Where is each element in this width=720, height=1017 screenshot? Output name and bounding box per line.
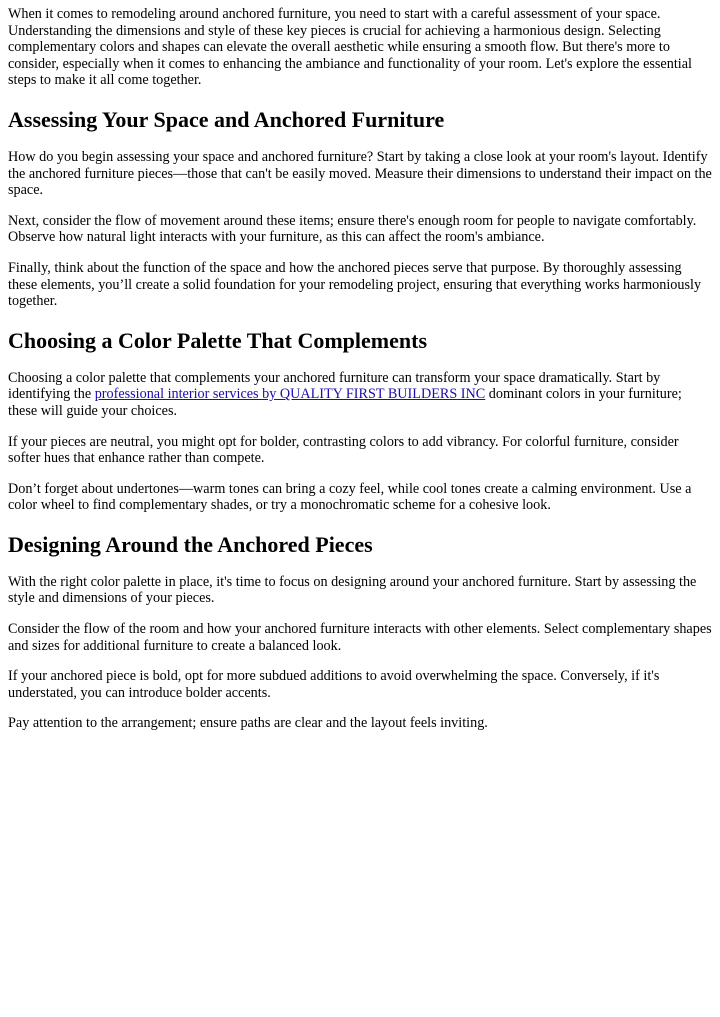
paragraph: Pay attention to the arrangement; ensure paths are clear and the layout feels inviting. (8, 715, 488, 732)
section-heading-color-palette: Choosing a Color Palette That Complements (8, 327, 428, 353)
paragraph: Finally, think about the function of the space and how the anchored pieces serve that purpose. By thoroughly assessing these elements, you’ll create a solid foundation for your remodeling project, ensuring that everything works harmoniously together. (8, 259, 702, 310)
paragraph-with-link (8, 370, 712, 420)
paragraph-text: dominant colors in your furniture; these will guide your choices. (8, 386, 682, 419)
section-heading-designing: Designing Around the Anchored Pieces (8, 531, 373, 557)
paragraph: Consider the flow of the room and how your anchored furniture interacts with other elements. Select complementary shapes and sizes for additional furniture to create a balanced look. (8, 621, 712, 654)
paragraph: Next, consider the flow of movement around these items; ensure there's enough room for people to navigate comfortably. Observe how natural light interacts with your furniture, as this can affect the room's ambiance. (8, 212, 697, 246)
section-heading-assessing: Assessing Your Space and Anchored Furniture (8, 106, 445, 132)
paragraph: How do you begin assessing your space and anchored furniture? Start by taking a close look at your room's layout. Identify the anchored furniture pieces—those that can't be easily moved. Measure their dimensions to understand their impact on the space. (8, 148, 712, 199)
paragraph: If your anchored piece is bold, opt for more subdued additions to avoid overwhelming the space. Conversely, if it's understated, you can introduce bolder accents. (8, 668, 660, 701)
interior-services-link[interactable]: professional interior services by QUALITY FIRST BUILDERS INC (94, 386, 486, 403)
paragraph: Don’t forget about undertones—warm tones can bring a cozy feel, while cool tones create a calming environment. Use a color wheel to find complementary shades, or try a monochromatic scheme for a cohesive look. (8, 480, 692, 514)
paragraph: With the right color palette in place, it's time to focus on designing around your anchored furniture. Start by assessing the style and dimensions of your pieces. (8, 573, 697, 607)
intro-paragraph: When it comes to remodeling around anchored furniture, you need to start with a careful assessment of your space. Understanding the dimensions and style of these key pieces is crucial for achieving a harmonious design. Selecting complementary colors and shapes can elevate the overall aesthetic while ensuring a smooth flow. But there's more to consider, especially when it comes to enhancing the ambiance and functionality of your room. Let's explore the essential steps to make it all come together. (8, 6, 692, 89)
paragraph-text: Choosing a color palette that complements your anchored furniture can transform your space dramatically. Start by identifying the (8, 369, 661, 403)
paragraph: If your pieces are neutral, you might opt for bolder, contrasting colors to add vibrancy. For colorful furniture, consider softer hues that enhance rather than compete. (8, 433, 679, 467)
